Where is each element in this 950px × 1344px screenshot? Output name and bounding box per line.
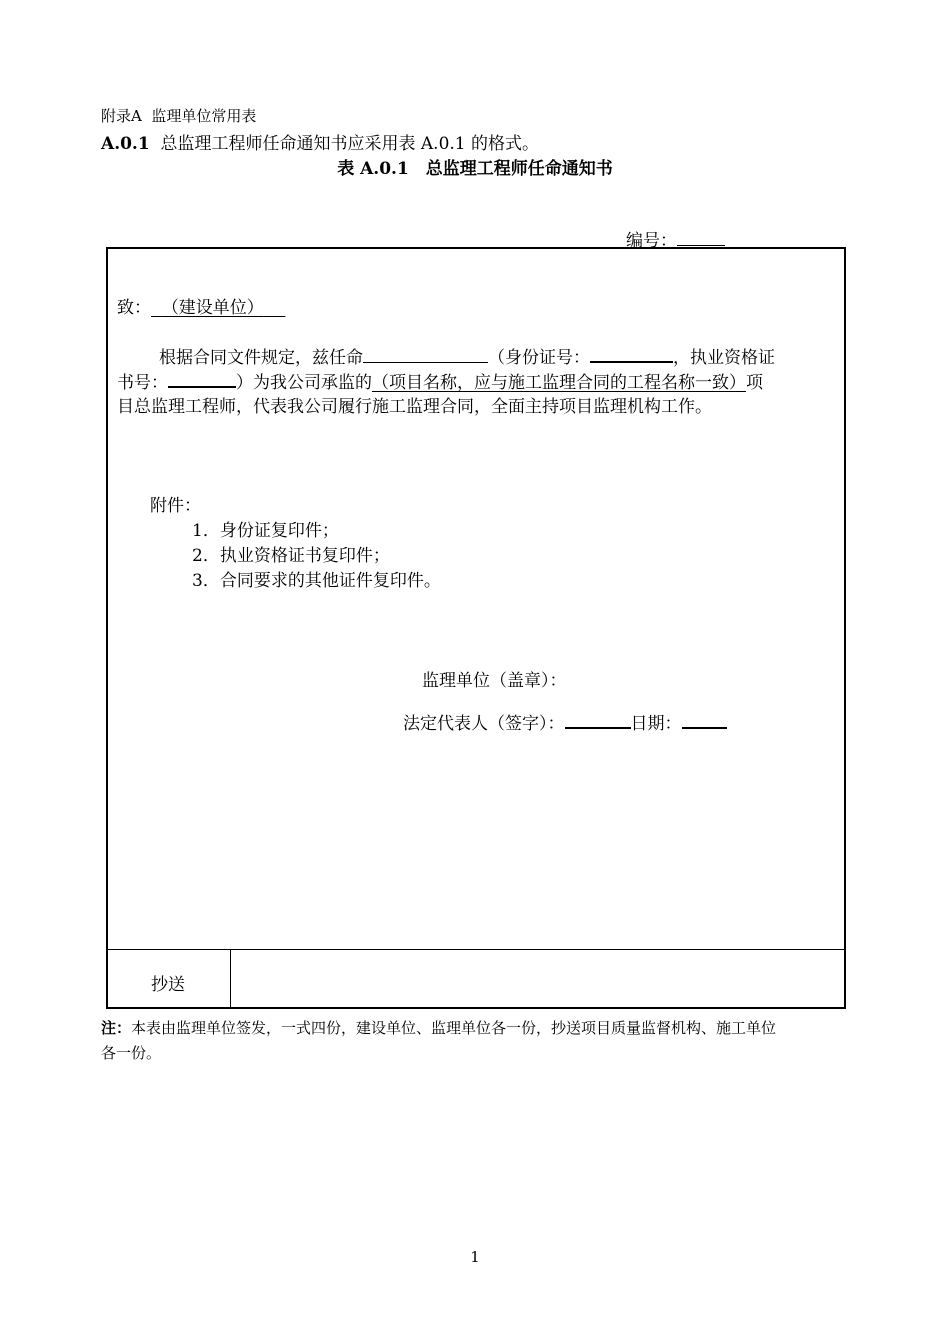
addressee-line — [117, 293, 285, 318]
note-line-1 — [101, 1017, 776, 1038]
project-name: （项目名称，应与施工监理合同的工程名称一致） — [372, 373, 746, 393]
note-label: 注： — [101, 1019, 132, 1037]
attachment-item: 1．身份证复印件； — [192, 521, 339, 541]
appendix-title: 监理单位常用表 — [151, 107, 257, 125]
project-tail: 项 — [746, 373, 763, 393]
cc-label: 抄送 — [151, 975, 185, 995]
signature-blank — [565, 712, 631, 729]
clause-text: 总监理工程师任命通知书应采用表 A.0.1 的格式。 — [160, 134, 540, 154]
appendix-label: 附录A — [101, 107, 142, 125]
appointee-blank — [363, 347, 488, 363]
date-label: 日期： — [630, 714, 682, 734]
para-start: 根据合同文件规定，兹任命 — [159, 348, 363, 368]
appointment-line-1 — [159, 343, 775, 368]
note-text: 本表由监理单位签发，一式四份，建设单位、监理单位各一份，抄送项目质量监督机构、施工单位 — [131, 1019, 777, 1037]
serial-blank — [677, 230, 725, 246]
table-title: 表 A.0.1 总监理工程师任命通知书 — [337, 159, 613, 179]
appendix-heading — [101, 105, 256, 126]
attachment-item: 3．合同要求的其他证件复印件。 — [192, 571, 441, 591]
id-label: （身份证号： — [488, 348, 590, 368]
page-number: 1 — [470, 1248, 480, 1266]
clause-number: A.0.1 — [101, 134, 150, 154]
date-blank — [682, 712, 727, 729]
to-value: （建设单位） — [161, 298, 264, 318]
serial-label: 编号： — [626, 231, 677, 251]
seal-label: 监理单位（盖章）： — [422, 671, 567, 691]
clause-line — [101, 129, 539, 154]
note-line-2: 各一份。 — [101, 1044, 162, 1062]
appointment-line-2 — [117, 368, 763, 393]
cert-label: 书号： — [117, 373, 168, 393]
rep-label: 法定代表人（签字）： — [403, 714, 565, 734]
signature-line — [403, 709, 727, 734]
to-label: 致： — [117, 298, 151, 318]
project-lead: ）为我公司承监的 — [236, 373, 372, 393]
id-blank — [590, 346, 673, 363]
attachment-item: 2．执业资格证书复印件； — [192, 546, 390, 566]
cc-column-divider — [230, 950, 231, 1007]
attachments-label: 附件： — [150, 496, 201, 516]
appointment-line-3: 目总监理工程师，代表我公司履行施工监理合同，全面主持项目监理机构工作。 — [117, 397, 712, 417]
cert-blank — [168, 371, 236, 388]
qual-label: ，执业资格证 — [673, 348, 775, 368]
cc-row-divider — [108, 949, 844, 950]
